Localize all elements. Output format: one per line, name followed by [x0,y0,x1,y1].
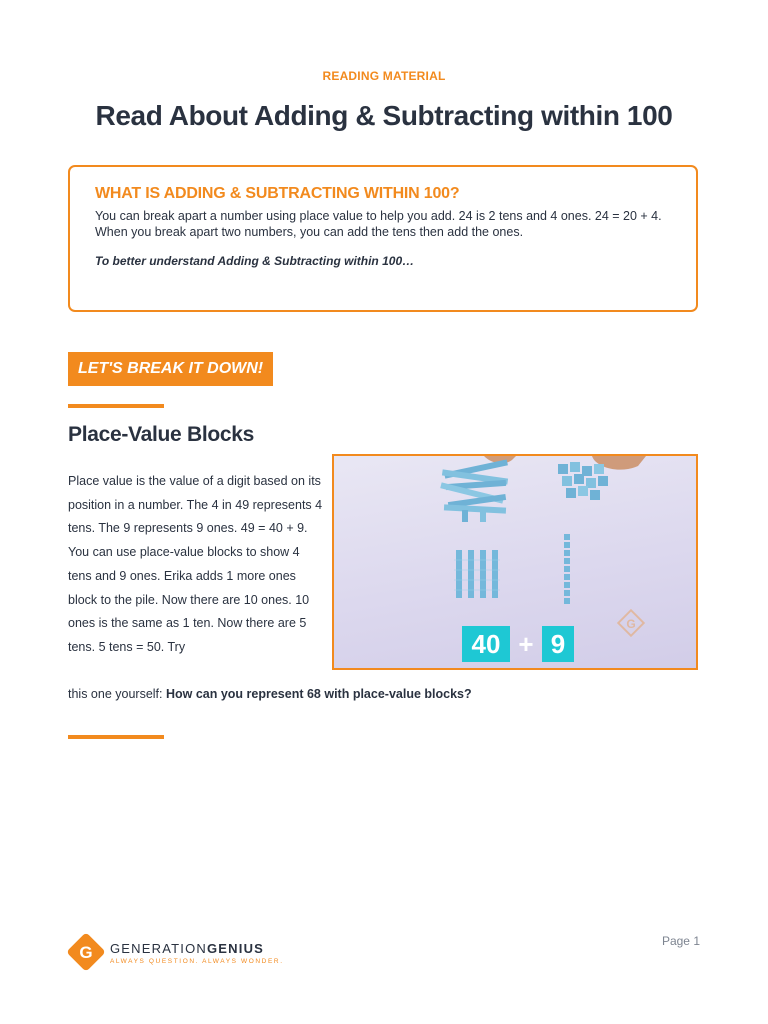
intro-prompt: To better understand Adding & Subtracting within 100… [95,254,415,268]
brand-tagline: ALWAYS QUESTION. ALWAYS WONDER. [110,958,284,965]
section-body-tail [68,685,588,703]
section-heading: Place-Value Blocks [68,423,255,446]
brand-name-regular: GENERATION [110,941,207,956]
divider-top [68,404,164,408]
ones-column [564,534,570,604]
video-thumbnail[interactable] [332,454,698,670]
intro-heading: WHAT IS ADDING & SUBTRACTING WITHIN 100? [95,185,460,202]
ones-pile [558,462,608,500]
svg-text:G: G [626,617,636,631]
intro-body: You can break apart a number using place value to help you add. 24 is 2 tens and 4 ones. 24 = 20 + 4. When you break apart two numbers, you can add the tens then add the ones. [95,209,662,239]
divider-bottom [68,735,164,739]
ones-number: 9 [550,629,566,659]
eyebrow-label: READING MATERIAL [322,69,446,83]
watermark-logo [618,610,643,635]
section-body-tail-text: this one yourself: [68,687,166,701]
section-banner: LET'S BREAK IT DOWN! [68,352,273,386]
practice-question: How can you represent 68 with place-value blocks? [165,687,472,701]
page-number: Page 1 [661,934,700,948]
brand-name-bold: GENIUS [207,941,265,956]
tens-pile [440,459,508,522]
section-body: Place value is the value of a digit based on its position in a number. The 4 in 49 represents 4 tens. The 9 represents 9 ones. 49 = 40 + 9. You can use place-value blocks to show 4 tens and 9 ones. Erika adds 1 more ones block to the pile. Now there are 10 ones. 10 ones is the same as 1 ten. Now there are 5 tens. 5 tens = 50. Try [68,474,323,654]
brand-name [110,941,264,956]
generation-genius-logo-icon [66,932,106,972]
tens-rods [454,550,500,598]
plus-operator: + [518,629,534,659]
tens-number: 40 [471,629,501,659]
svg-text:G: G [79,943,93,962]
place-value-blocks-illustration [334,456,696,668]
intro-callout [68,165,698,312]
page-title: Read About Adding & Subtracting within 100 [95,100,673,131]
